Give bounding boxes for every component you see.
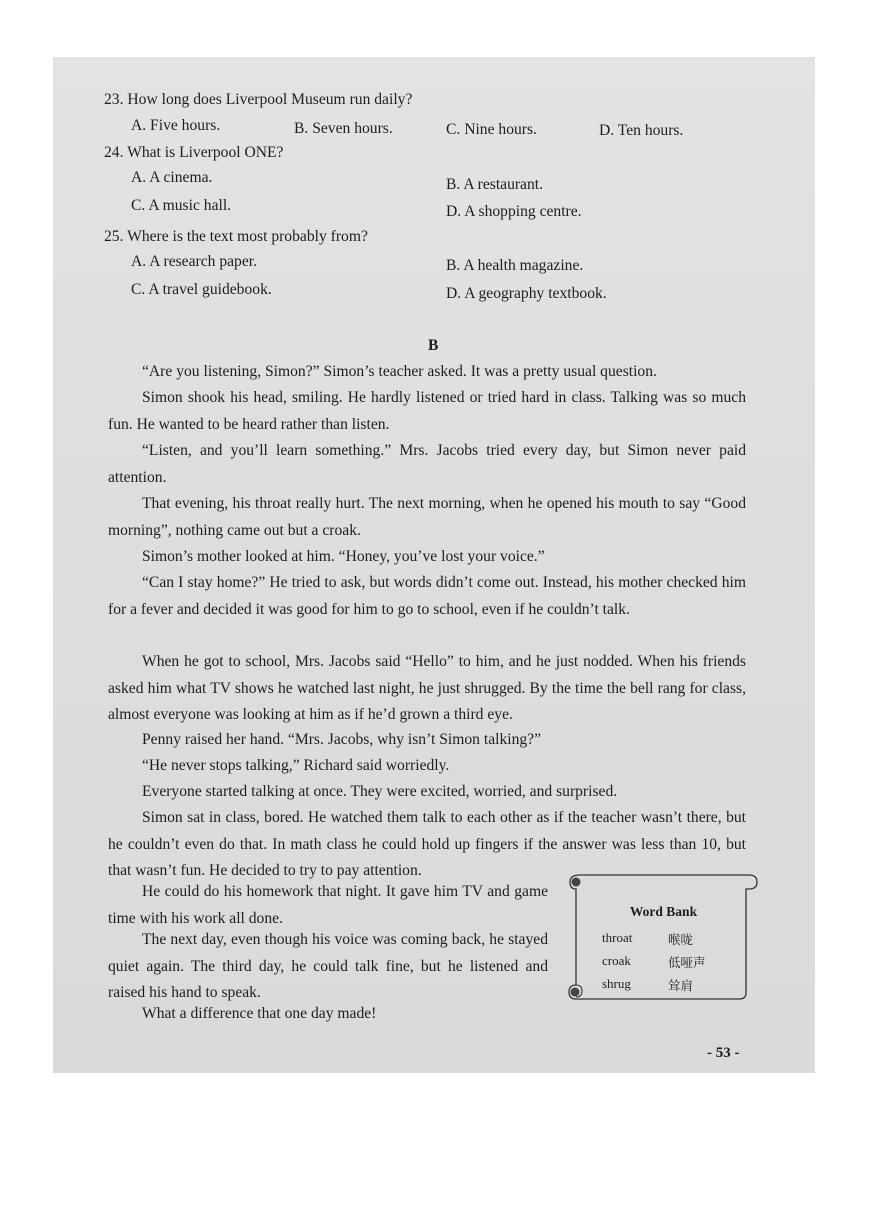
story-paragraph: “Listen, and you’ll learn something.” Mrs. Jacobs tried every day, but Simon never paid attention. [108, 442, 746, 486]
story-paragraph: Penny raised her hand. “Mrs. Jacobs, why isn’t Simon talking?” [142, 731, 542, 748]
q24-option-b: B. A restaurant. [446, 176, 544, 193]
story-paragraph: “Are you listening, Simon?” Simon’s teacher asked. It was a pretty usual question. [142, 363, 657, 380]
story-paragraph: He could do his homework that night. It gave him TV and game time with his work all done. [108, 883, 548, 927]
question-25-stem: 25. Where is the text most probably from? [104, 228, 368, 245]
story-paragraph: That evening, his throat really hurt. The next morning, when he opened his mouth to say “Good morning”, nothing came out but a croak. [108, 495, 746, 539]
q25-option-a: A. A research paper. [131, 253, 257, 270]
word-bank-title: Word Bank [629, 904, 698, 919]
scanned-page [53, 57, 815, 1073]
q24-option-d: D. A shopping centre. [446, 203, 582, 220]
word-bank-box: Word Bank throat 喉咙 croak 低哑声 shrug 耸肩 [566, 869, 761, 1001]
q25-option-d: D. A geography textbook. [446, 285, 607, 302]
story-paragraph: Simon shook his head, smiling. He hardly listened or tried hard in class. Talking was so much fun. He wanted to be heard rather than listen. [108, 389, 746, 433]
q25-option-c: C. A travel guidebook. [131, 281, 272, 298]
story-paragraph: Simon sat in class, bored. He watched them talk to each other as if the teacher wasn’t there, but he couldn’t even do that. In math class he could hold up fingers if the answer was less than 10, but that wasn’t fun. He decided to try to pay attention. [108, 809, 746, 880]
q24-option-c: C. A music hall. [131, 197, 232, 214]
question-24-stem: 24. What is Liverpool ONE? [104, 144, 284, 161]
q23-option-d: D. Ten hours. [599, 122, 684, 139]
q25-option-b: B. A health magazine. [446, 257, 584, 274]
q23-option-a: A. Five hours. [131, 117, 221, 134]
q24-option-a: A. A cinema. [131, 169, 213, 186]
story-paragraph: What a difference that one day made! [142, 1005, 377, 1022]
story-paragraph: “Can I stay home?” He tried to ask, but words didn’t come out. Instead, his mother checked him for a fever and decided it was good for him to go to school, even if he couldn’t talk. [108, 574, 746, 618]
question-23-stem: 23. How long does Liverpool Museum run daily? [104, 91, 413, 108]
q23-option-c: C. Nine hours. [446, 121, 537, 138]
story-paragraph: “He never stops talking,” Richard said worriedly. [142, 757, 450, 774]
story-paragraph: The next day, even though his voice was coming back, he stayed quiet again. The third day, he could talk fine, but he listened and raised his hand to speak. [108, 931, 548, 1002]
page-number: - 53 - [707, 1045, 740, 1061]
scroll-frame-icon [566, 869, 761, 1001]
story-paragraph: Simon’s mother looked at him. “Honey, you’ve lost your voice.” [142, 548, 545, 565]
story-paragraph: Everyone started talking at once. They were excited, worried, and surprised. [142, 783, 618, 800]
q23-option-b: B. Seven hours. [294, 120, 393, 137]
story-paragraph: When he got to school, Mrs. Jacobs said “Hello” to him, and he just nodded. When his friends asked him what TV shows he watched last night, he just shrugged. By the time the bell rang for class, almost everyone was looking at him as if he’d grown a third eye. [108, 653, 746, 724]
section-heading: B [428, 337, 439, 354]
